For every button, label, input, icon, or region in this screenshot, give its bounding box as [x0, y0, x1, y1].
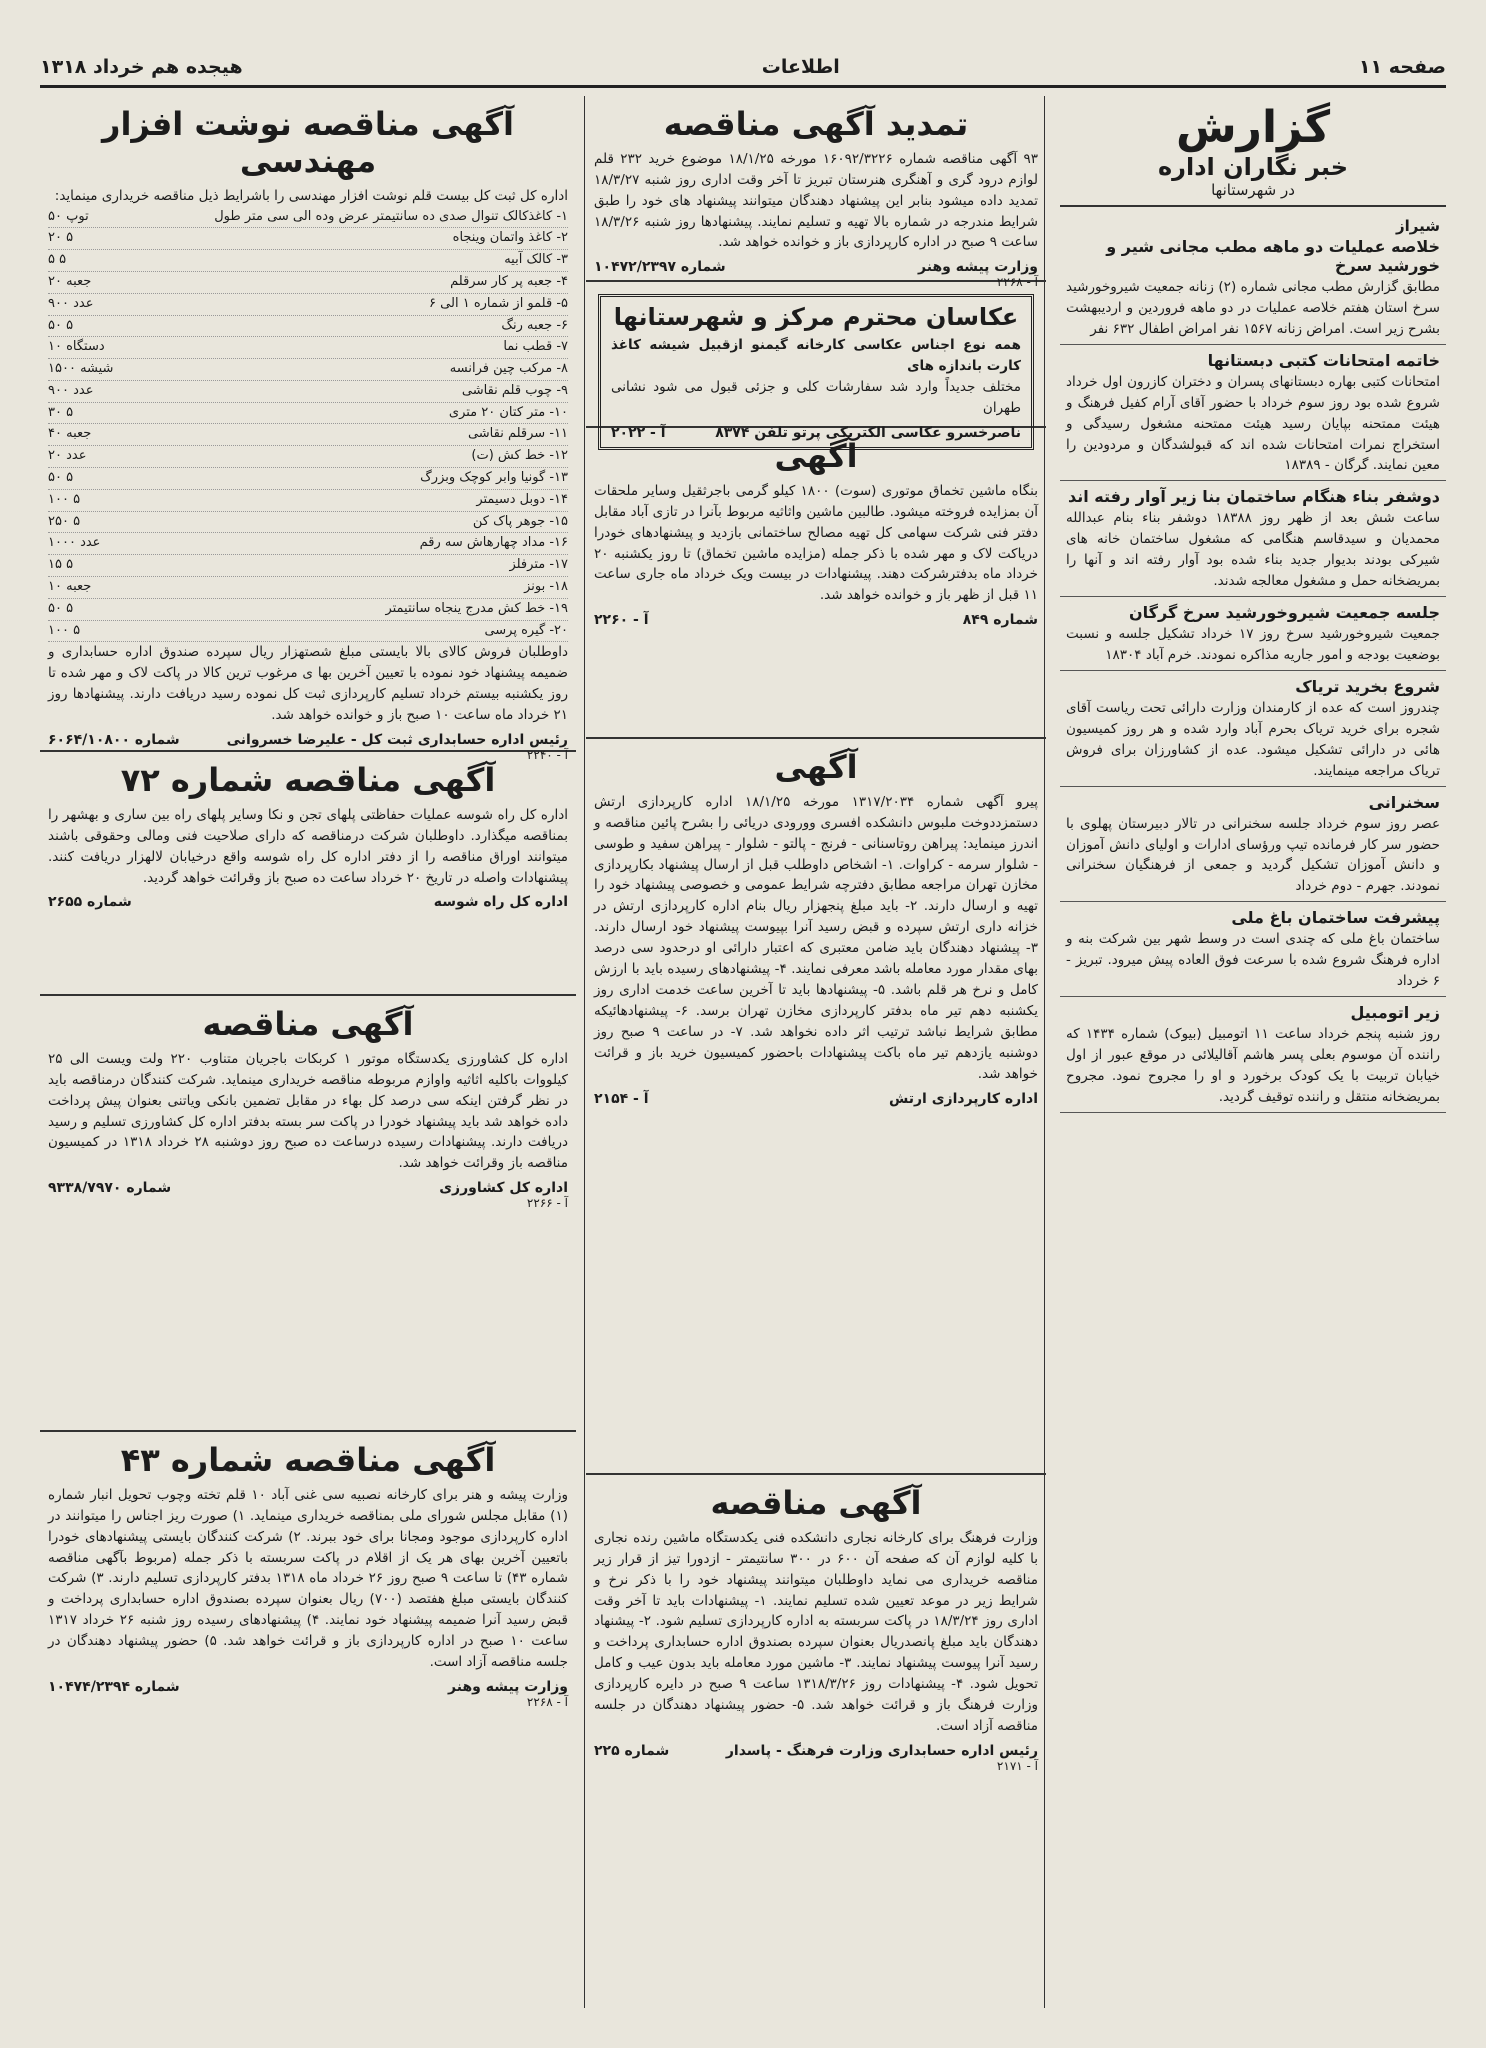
list-item: [48, 599, 568, 621]
middle-column: [586, 96, 1046, 2008]
ad-ref: آ - ۲۱۷۱: [996, 1759, 1038, 1774]
item-qty: ۵۰ توپ: [48, 208, 89, 224]
list-item: [48, 381, 568, 403]
newspaper-name: اطلاعات: [761, 56, 840, 78]
ad-army-tender: [586, 739, 1046, 1475]
news-text: ساعت شش بعد از ظهر روز ۱۸۳۸۸ دوشفر بناء بنام عبدالله محمدیان و سیدقاسم هنگامی که مشغول ساختمان خانه های شیرکی بودند بدیوار جدید بناء شده بود آوار رفته اند و آنها را بمریضخانه حمل و مشغول معالجه شدند.: [1066, 510, 1441, 590]
ad-title: آگهی مناقصه شماره ۴۳: [120, 1441, 496, 1479]
item-name: ۵- قلمو از شماره ۱ الی ۶: [429, 295, 568, 311]
item-qty: ۲۵۰ ۵: [48, 513, 81, 529]
news-item: [1060, 787, 1446, 903]
news-item: [1060, 345, 1446, 482]
ad-ref: آ - ۲۲۶۸: [526, 1695, 568, 1710]
item-qty: ۱۰ دستگاه: [48, 339, 105, 355]
item-name: ۱۷- مترفلز: [509, 557, 568, 573]
ad-signer: وزارت پیشه وهنر: [448, 1679, 568, 1696]
item-qty: ۱۵۰۰ شیشه: [48, 361, 114, 377]
ad-signer: اداره کارپردازی ارتش: [888, 1090, 1038, 1107]
item-qty: ۱۰۰۰ عدد: [48, 535, 101, 551]
list-item: [48, 533, 568, 555]
item-name: ۱- کاغذکالک تنوال صدی ده سانتیمتر عرض وده الی سی متر طول: [214, 208, 568, 224]
ad-body: پیرو آگهی شماره ۱۳۱۷/۲۰۳۴ مورخه ۱۸/۱/۲۵ اداره کارپردازی ارتش دستمزددوخت ملبوس دانشکده افسری وورودی دریائی را بشرح پائین مناقصه و اندرز مینماید: پیراهن روتاسنانی - فرنج - پالتو - شلوار - پیراهن سفید و طوسی - شلوار سرمه - کراوات. ۱- اشخاص داوطلب قبل از ارسال پیشنهاد بکارپردازی مخازن تهران مراجعه مطابق دفترچه شرایط عمومی و خصوصی پیشنهاد خود را تهیه و ارسال دارند. ۲- باید مبلغ پنجهزار ریال بنام اداره کارپردازی ارتش در خزانه داری ارتش سپرده و قبض رسید آنرا بپیوست پیشنهاد خود ارسال دارند. ۳- پیشنهاد دهندگان باید ضامن معتبری که اعتبار دارائی او درحدود سی درصد بهای مقدار مورد معامله باشد معرفی نمایند. ۴- پیشنهادهای رسیده باید با ارزش کامل و نرخ هر قلم باشد. ۵- پیشنهادها باید تا آخرین ساعت خدمت اداری روز یکشنبه دهم تیر ماه بدفتر کارپردازی مخازن تهران برسد. ۶- پیشنهادهائیکه مطابق شرایط نباشد ترتیب اثر داده نخواهد شد. ۷- در ساعت ۹ صبح روز دوشنبه یازدهم تیر ماه باکت پیشنهادات باحضور کمیسیون خرید باز و قرائت خواهد شد.: [594, 793, 1039, 1082]
item-name: ۱۹- خط کش مدرج ینجاه سانتیمتر: [385, 600, 568, 616]
item-name: ۱۶- مداد چهارهاش سه رقم: [419, 535, 568, 551]
ad-title: تمدید آگهی مناقصه: [663, 105, 969, 143]
list-item: [48, 316, 568, 338]
news-text: ساختمان باغ ملی که چندی است در وسط شهر بین شرکت بنه و اداره فرهنگ شروع شده با سرعت فوق العاده پیش میرود. تبریز - ۶ خرداد: [1066, 931, 1440, 990]
list-item: [48, 424, 568, 446]
masthead-rule: [40, 85, 1446, 88]
item-qty: ۲۰ عدد: [48, 448, 87, 464]
ad-engineering-supplies: [40, 96, 576, 763]
item-qty: ۹۰۰ عدد: [48, 382, 94, 398]
ad-ref: آ - ۲۲۶۰: [594, 612, 649, 629]
item-name: ۸- مرکب چین فرانسه: [449, 361, 568, 377]
ad-ref: آ - ۲۰۲۲: [611, 424, 666, 441]
item-qty: ۲۰ جعبه: [48, 273, 92, 289]
item-qty: ۹۰۰ عدد: [48, 295, 94, 311]
news-item: [1060, 671, 1446, 787]
report-subtitle: خبر نگاران اداره: [1158, 153, 1348, 181]
ad-code: شماره ۲۲۵: [594, 1743, 670, 1760]
news-text: چندروز است که عده از کارمندان وزارت دارائی تحت ریاست آقای شجره برای خرید تریاک بحرم آباد وارد شده و هر روز کمیسیون هائی در دارائی تشکیل میشود. عده از کشاورزان برای فروش تریاک مراجعه مینمایند.: [1066, 699, 1440, 779]
item-name: ۷- قطب نما: [503, 339, 568, 355]
item-qty: ۵۰ ۵: [48, 470, 74, 486]
ad-signer: اداره کل راه شوسه: [433, 894, 568, 911]
item-name: ۴- جعبه پر کار سرقلم: [450, 273, 568, 289]
news-text: عصر روز سوم خرداد جلسه سخنرانی در تالار دبیرستان پهلوی با حضور سر کار فرمانده تیپ ورؤسای ادارات و اولیای دانش آموزان و دانش آموزان تشکیل گردید و جمعی از فرهنگیان سخنرانی نمودند. جهرم - دوم خرداد: [1066, 815, 1440, 895]
list-item: [48, 228, 568, 250]
ad-title: آگهی: [774, 437, 858, 475]
ad-intro: اداره کل ثبت کل بیست قلم نوشت افزار مهندسی را باشرایط ذیل مناقصه خریداری مینماید:: [54, 187, 568, 204]
news-item: [1060, 902, 1446, 997]
ad-auction: [586, 428, 1046, 739]
list-item: [48, 577, 568, 599]
boxed-ad-address: ناصرخسرو عکاسی الکتریکی پرتو تلفن ۸۳۷۴: [715, 424, 1021, 441]
ad-code: شماره ۹۳۳۸/۷۹۷۰: [48, 1180, 172, 1197]
news-headline: دوشفر بناء هنگام ساختمان بنا زیر آوار رفته اند: [1067, 487, 1440, 507]
item-name: ۱۰- متر کتان ۲۰ متری: [448, 404, 568, 420]
column-divider: [584, 96, 585, 2008]
item-qty: ۳۰ ۵: [48, 404, 74, 420]
ad-culture-tender: [586, 1475, 1046, 1869]
item-name: ۹- چوب قلم نقاشی: [461, 382, 568, 398]
item-qty: ۱۰ جعبه: [48, 579, 92, 595]
news-headline: خاتمه امتحانات کتبی دبستانها: [1207, 350, 1440, 370]
ad-ref: آ - ۲۲۴۰: [526, 748, 568, 763]
ad-body: اداره کل کشاورزی یکدستگاه موتور ۱ کربکات باجریان متناوب ۲۲۰ ولت ویست الی ۲۵ کیلووات باکلیه اثاثیه واوازم مربوطه مناقصه خریداری مینماید. شرکت کنندگان درمناقصه باید در نظر گرفتن اینکه سی درصد کل بهاء در مقابل تضمین بانکی ویاتنی بعنوان پیش پرداخت داده خواهد شد باید پیشنهاد خودرا در پاکت سر بسته بدفتر اداره کل کشاورزی تسلیم و رسید دریافت دارند. پیشنهادات رسیده درساعت ده صبح روز دوشنبه ۲۸ خرداد ۱۳۱۸ در کمیسیون مناقصه باز وقرائت خواهد شد.: [48, 1050, 569, 1172]
issue-date: هیجده هم خرداد ۱۳۱۸: [40, 56, 243, 78]
news-headline: پیشرفت ساختمان باغ ملی: [1231, 908, 1440, 928]
report-column: [1060, 96, 1446, 2008]
item-name: ۱۵- جوهر پاک کن: [472, 513, 568, 529]
list-item: [48, 490, 568, 512]
item-name: ۳- کالک آبیه: [504, 252, 568, 268]
ad-body: وزارت فرهنگ برای کارخانه نجاری دانشکده فنی یکدستگاه ماشین رنده نجاری با کلیه لوازم آن که صفحه آن ۶۰۰ در ۳۰۰ سانتیمتر - ازدورا تیز از قرار زیر مناقصه خریداری می نماید داوطلبان میتوانند پیشنهاد خود را با ذکر نرخ و شرایط زیر در موعد تعیین شده تسلیم نمایند. ۱- پیشنهادات باید تا آخر وقت اداری روز ۱۸/۳/۲۴ در پاکت سربسته به اداره کارپردازی تسلیم شود. ۲- پیشنهاد دهندگان باید مبلغ پانصدریال بعنوان سپرده بصندوق اداره حسابداری پرداخت و رسید آنرا پیوست پیشنهاد نمایند. ۳- ماشین مورد معامله باید بدون عیب و کامل تحویل شود. ۴- پیشنهادات روز ۱۳۱۸/۳/۲۶ ساعت ۹ صبح در دایره کارپردازی وزارت فرهنگ باز و قرائت خواهد شد. ۵- حضور پیشنهاد دهندگان در جلسه مناقصه آزاد است.: [594, 1529, 1039, 1735]
boxed-ad: [598, 294, 1034, 450]
item-qty: ۵ ۵: [48, 252, 67, 268]
ad-title: آگهی مناقصه: [202, 1005, 414, 1043]
item-name: ۱۴- دوبل دسیمتر: [476, 491, 568, 507]
news-text: جمعیت شیروخورشید سرخ روز ۱۷ خرداد تشکیل جلسه و نسبت بوضعیت بودجه و امور جاریه مذاکره نمودند. خرم آباد ۱۸۳۰۴: [1066, 626, 1440, 663]
ad-code: شماره ۲۶۵۵: [48, 894, 132, 911]
list-item: [48, 512, 568, 534]
supplies-list: [48, 207, 568, 643]
ad-agriculture-tender: [40, 996, 576, 1432]
item-name: ۶- جعبه رنگ: [501, 317, 568, 333]
item-name: ۲- کاغذ واتمان وینجاه: [452, 230, 568, 246]
list-item: [48, 621, 568, 643]
ad-signer: اداره کل کشاورزی: [439, 1180, 568, 1197]
news-text: روز شنبه پنجم خرداد ساعت ۱۱ اتومبیل (بیوک) شماره ۱۴۳۴ که راننده آن موسوم بعلی پسر هاشم آقالیلائی در موقع عبور از اول خیابان تربیت با یک کودک برخورد و او را مجروح نمود. مجروح بمریضخانه منتقل و راننده توقیف گردید.: [1066, 1026, 1440, 1105]
ad-title: آگهی مناقصه نوشت افزار مهندسی: [102, 105, 514, 180]
boxed-ad-line: مختلف جدیداً وارد شد سفارشات کلی و جزئی قبول می شود نشانی طهران: [611, 378, 1021, 416]
item-qty: ۱۵ ۵: [48, 557, 74, 573]
ad-ref: آ - ۲۲۶۸: [996, 275, 1038, 290]
news-headline: شروع بخرید تریاک: [1295, 676, 1440, 696]
ad-body: وزارت پیشه و هنر برای کارخانه نصبیه سی غنی آباد ۱۰ قلم تخته وچوب تحویل انبار شماره (۱) مقابل مجلس شورای ملی بمناقصه خریداری مینماید. ۱) صورت ریز اجناس را میتوانند در اداره کارپردازی موجود ومجانا برای خود ببرند. ۲) شرکت کنندگان بایستی پیشنهادهای خودرا باتعیین آخرین بهای هر یک از اقلام در پاکت سربسته با ذکر جمله (مربوط بآگهی مناقصه شماره ۴۳) تا ساعت ۹ صبح روز ۲۶ خرداد ماه ۱۳۱۸ بدفتر کارپردازی تسلیم دارند. ۳) شرکت کنندگان بایستی مبلغ هفتصد (۷۰۰) ریال بعنوان سپرده بصندوق اداره حسابداری پرداخت و قبض رسید آنرا ضمیمه پیشنهاد خود نمایند. ۴) پیشنهادهای رسیده روز شنبه ۲۶ خرداد ۱۳۱۷ ساعت ۱۰ صبح در اداره کارپردازی باز و قرائت خواهد شد. ۵) حضور پیشنهاد دهندگان در جلسه مناقصه آزاد است.: [48, 1486, 569, 1671]
list-item: [48, 403, 568, 425]
news-headline: خلاصه عملیات دو ماهه مطب مجانی شیر و خورشید سرخ: [1106, 237, 1440, 275]
ad-signer: وزارت پیشه وهنر: [918, 259, 1038, 276]
ad-ref: آ - ۲۲۶۶: [526, 1196, 568, 1211]
boxed-ad-line: همه نوع اجناس عکاسی کارخانه گیمنو ازقبیل شیشه کاغذ کارت باندازه های: [611, 337, 1021, 374]
list-item: [48, 359, 568, 381]
left-column: [40, 96, 576, 2008]
ad-code: شماره ۶۰۶۴/۱۰۸۰۰: [48, 732, 180, 749]
page-number: صفحه ۱۱: [1358, 56, 1446, 78]
item-qty: ۵۰ ۵: [48, 317, 74, 333]
ad-signer: رئیس اداره حسابداری ثبت کل - علیرضا خسروانی: [226, 732, 568, 749]
news-item: [1060, 997, 1446, 1113]
masthead: [40, 52, 1446, 82]
ad-road-tender-72: [40, 752, 576, 996]
ad-signer: رئیس اداره حسابداری وزارت فرهنگ - پاسدار: [725, 1743, 1038, 1760]
ad-title: آگهی: [774, 748, 858, 786]
item-name: ۱۲- خط کش (ت): [471, 448, 568, 464]
ad-code: شماره ۸۴۹: [962, 612, 1038, 629]
item-name: ۲۰- گیره پرسی: [484, 622, 568, 638]
list-item: [48, 555, 568, 577]
ad-body: اداره کل راه شوسه عملیات حفاظتی پلهای تجن و نکا وسایر پلهای راه بین ساری و بهشهر را بمناقصه میگذارد. داوطلبان شرکت درمناقصه که دارای صلاحیت فنی ومالی وحقوقی باشند میتوانند اوراق مناقصه را از دفتر اداره کل راه شوسه واقع درخیابان لالهزار دریافت کنند. پیشنهادات واصله در تاریخ ۲۰ خرداد ساعت ده صبح باز وقرائت خواهد گردید.: [48, 806, 568, 886]
ad-body: بنگاه ماشین تخماق موتوری (سوت) ۱۸۰۰ کیلو گرمی باجرثقیل وسایر ملحقات آن بمزایده فروخته میشود. طالبین ماشین واثاثیه مربوط بآنرا در تازی آباد مقابل دفتر فنی شرکت سهامی کل تهیه مصالح ساختمانی بازدید و پیشنهادهای خودرا دریاکت لاک و مهر شده با ذکر جمله (مزایده ماشین تخماق) تا روز یکشنبه ۲۰ خرداد ماه بدفترشرکت دهند. پیشنهادات در بیست ویک خرداد ماه جاری ساعت ۱۱ قبل از ظهر باز و خوانده خواهد شد.: [594, 482, 1038, 604]
news-headline: زیر اتومبیل: [1350, 1003, 1440, 1023]
list-item: [48, 468, 568, 490]
news-text: مطابق گزارش مطب مجانی شماره (۲) زنانه جمعیت شیروخورشید سرخ استان هفتم خلاصه عملیات در دو ماهه فروردین و اردیبهشت بشرح زیر است. امراض زنانه ۱۵۶۷ نفر امراض اطفال ۶۳۲ نفر: [1066, 279, 1440, 337]
ad-tender-43: [40, 1432, 576, 2006]
news-item: [1060, 597, 1446, 671]
list-item: [48, 207, 568, 229]
list-item: [48, 294, 568, 316]
item-qty: ۵۰ ۵: [48, 600, 74, 616]
ad-ref: آ - ۲۱۵۴: [594, 1090, 649, 1107]
ad-body: ۹۳ آگهی مناقصه شماره ۱۶۰۹۲/۳۲۲۶ مورخه ۱۸/۱/۲۵ موضوع خرید ۲۳۲ قلم لوازم درود گری و آهنگری هنرستان تبریز تا آخر وقت اداری روز شنبه ۱۸/۳/۲۷ تمدید داده میشود بنابر این پیشنهاد دهندگان میتوانند پیشنهاد های خود را طبق شرایط مندرجه در شماره بالا تهیه و تسلیم نمایند. پیشنهادها روز شنبه ۱۸/۳/۲۶ ساعت ۹ صبح در اداره کارپردازی باز و خوانده خواهد شد.: [594, 150, 1038, 251]
item-name: ۱۳- گونیا وابر کوچک وبزرگ: [420, 470, 568, 486]
item-name: ۱۸- بونز: [524, 579, 568, 595]
list-item: [48, 446, 568, 468]
list-item: [48, 337, 568, 359]
boxed-ad-title: عکاسان محترم مرکز و شهرستانها: [613, 303, 1019, 331]
item-qty: ۱۰۰ ۵: [48, 622, 81, 638]
ad-body: داوطلبان فروش کالای بالا بایستی مبلغ شصتهزار ریال سپرده صندوق اداره حسابداری و ضمیمه پیشنهاد خود نموده با تعیین آخرین بها ی مرغوب ترین کالا در پاکت لاک و مهر شده تا روز یکشنبه بیستم خرداد تسلیم کارپردازی ثبت کل نموده رسید دریافت دارند. پیشنهادها روز ۲۱ خرداد ماه ساعت ۱۰ صبح باز و خوانده خواهد شد.: [48, 644, 568, 724]
ad-title: آگهی مناقصه شماره ۷۲: [120, 761, 496, 799]
news-item: [1060, 213, 1446, 345]
list-item: [48, 250, 568, 272]
ad-code: شماره ۱۰۴۷۴/۲۳۹۴: [48, 1679, 180, 1696]
item-name: ۱۱- سرقلم نقاشی: [467, 426, 568, 442]
news-text: امتحانات کتبی بهاره دبستانهای پسران و دختران کازرون اول خرداد شروع شده بود روز سوم خرداد با حضور آقای آرام کفیل فرهنگ و هیئت ممتحنه بپایان رسید هیئت ممتحنه مشغول رسیدگی و استخراج نمرات امتحانات شده اند که قبولشدگان و مردودین را معین نمایند. گرگان - ۱۸۳۸۹: [1066, 373, 1440, 474]
ad-title: آگهی مناقصه: [710, 1484, 922, 1522]
item-qty: ۲۰ ۵: [48, 230, 74, 246]
news-headline: جلسه جمعیت شیروخورشید سرخ گرگان: [1129, 603, 1440, 623]
item-qty: ۱۰۰ ۵: [48, 491, 81, 507]
report-title: گزارش: [1175, 102, 1331, 153]
ad-code: شماره ۱۰۴۷۲/۲۳۹۷: [594, 259, 726, 276]
news-item: [1060, 481, 1446, 597]
report-subtitle-2: در شهرستانها: [1060, 181, 1446, 207]
item-qty: ۴۰ جعبه: [48, 426, 92, 442]
news-headline: سخنرانی: [1368, 792, 1440, 812]
ad-photographers: [586, 282, 1046, 441]
list-item: [48, 272, 568, 294]
ad-tender-extension: [586, 96, 1046, 290]
news-place: شیراز: [1396, 217, 1440, 235]
